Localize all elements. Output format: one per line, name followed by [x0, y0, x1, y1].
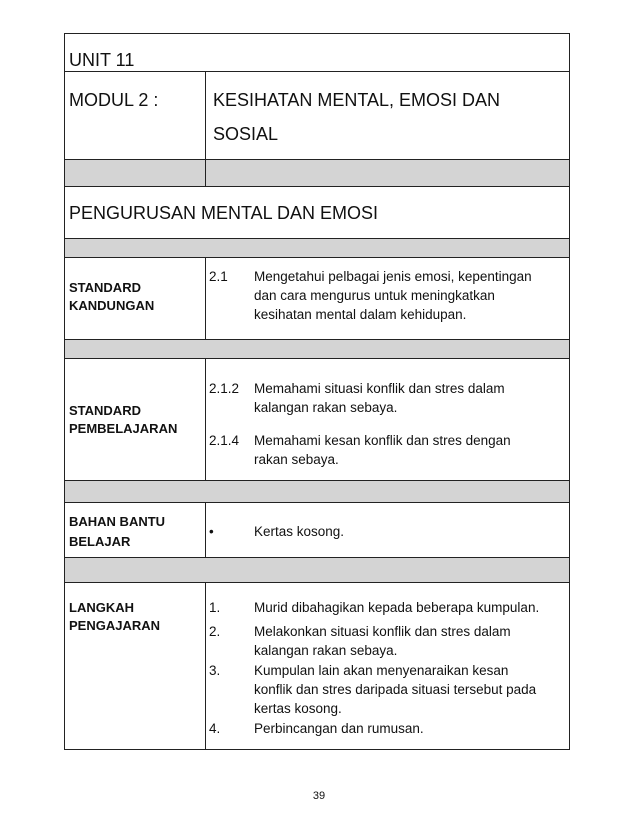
page-number: 39: [312, 790, 326, 802]
modul-label: MODUL 2 :: [69, 90, 159, 110]
step-item: [254, 719, 563, 738]
step-line: konflik dan stres daripada situasi tersebut pada: [254, 682, 537, 697]
step-number: 1.: [209, 600, 221, 615]
step-number: 3.: [209, 663, 221, 678]
step-item: [254, 622, 563, 660]
standard-kandungan-line: dan cara mengurus untuk meningkatkan: [254, 288, 495, 303]
standard-kandungan-number: 2.1: [209, 269, 228, 284]
section-title: PENGURUSAN MENTAL DAN EMOSI: [69, 203, 379, 223]
bahan-bantu-label-1: BAHAN BANTU: [69, 514, 166, 529]
standard-kandungan-text: [254, 267, 563, 324]
standard-pembelajaran-label-1: STANDARD: [69, 403, 141, 418]
step-item: [254, 661, 563, 718]
bahan-bantu-label-2: BELAJAR: [69, 534, 131, 549]
step-number: 4.: [209, 721, 221, 736]
step-line: kalangan rakan sebaya.: [254, 643, 398, 658]
step-line: kertas kosong.: [254, 701, 342, 716]
standard-pembelajaran-row: [65, 359, 569, 481]
step-line: Melakonkan situasi konflik dan stres dalam: [254, 624, 511, 639]
pembelajaran-number-2: 2.1.4: [209, 433, 240, 448]
standard-kandungan-label-2: KANDUNGAN: [69, 298, 155, 313]
standard-kandungan-line: kesihatan mental dalam kehidupan.: [254, 307, 467, 322]
standard-kandungan-line: Mengetahui pelbagai jenis emosi, kepentingan: [254, 269, 532, 284]
langkah-row: [65, 583, 569, 749]
langkah-label-2: PENGAJARAN: [69, 618, 161, 633]
pembelajaran-number-1: 2.1.2: [209, 381, 240, 396]
modul-title-line1: KESIHATAN MENTAL, EMOSI DAN: [213, 90, 501, 110]
pembelajaran-item-2: [254, 431, 563, 469]
grey-band-row: [65, 558, 569, 583]
langkah-label-1: LANGKAH: [69, 600, 134, 615]
unit-title: UNIT 11: [69, 50, 135, 70]
modul-row: [65, 72, 569, 160]
modul-title-line2: SOSIAL: [213, 124, 279, 144]
pembelajaran-line: kalangan rakan sebaya.: [254, 400, 398, 415]
step-line: Murid dibahagikan kepada beberapa kumpulan.: [254, 600, 540, 615]
pembelajaran-line: Memahami situasi konflik dan stres dalam: [254, 381, 505, 396]
bullet-icon: •: [209, 524, 214, 539]
step-number: 2.: [209, 624, 221, 639]
grey-divider-row: [65, 160, 569, 187]
standard-kandungan-label-1: STANDARD: [69, 280, 141, 295]
grey-band-row: [65, 481, 569, 503]
lesson-plan-table: [64, 33, 570, 750]
unit-row: [65, 34, 569, 72]
bahan-bantu-text: Kertas kosong.: [254, 524, 345, 539]
standard-kandungan-row: [65, 258, 569, 340]
pembelajaran-line: Memahami kesan konflik dan stres dengan: [254, 433, 511, 448]
bahan-bantu-row: [65, 503, 569, 558]
pembelajaran-item-1: [254, 379, 563, 417]
step-item: [254, 598, 563, 617]
section-title-row: [65, 187, 569, 239]
pembelajaran-line: rakan sebaya.: [254, 452, 339, 467]
grey-band-row: [65, 340, 569, 359]
standard-pembelajaran-label-2: PEMBELAJARAN: [69, 421, 178, 436]
step-line: Perbincangan dan rumusan.: [254, 721, 424, 736]
grey-band-row: [65, 239, 569, 258]
step-line: Kumpulan lain akan menyenaraikan kesan: [254, 663, 509, 678]
